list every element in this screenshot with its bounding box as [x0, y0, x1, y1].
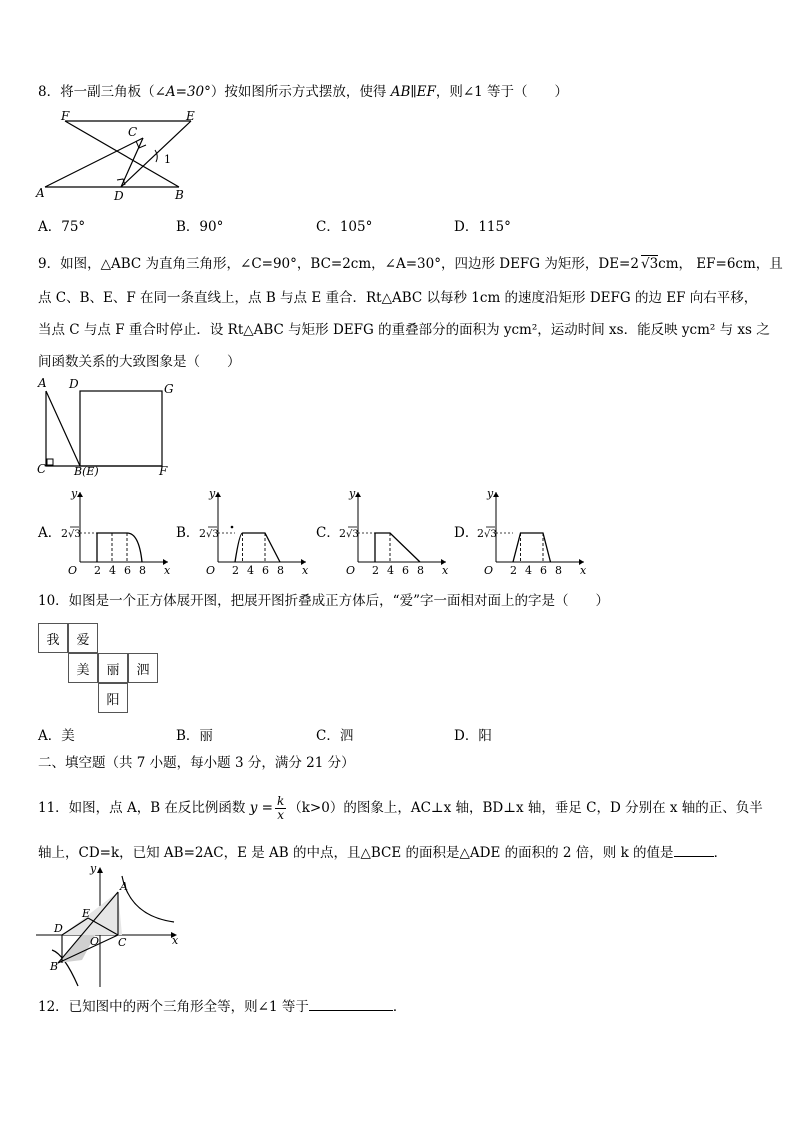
graph-tick-label: 2 [510, 564, 517, 576]
graph-label-y: y [349, 488, 356, 500]
q8-label-F: F [61, 110, 70, 123]
q8-label-B: B [175, 188, 184, 202]
cube-face-ai: 爱 [68, 623, 98, 653]
q9-label-D: D [69, 377, 79, 391]
graph-label-x: x [302, 564, 309, 576]
graph-tick-label: 6 [540, 564, 547, 576]
q9-option-b[interactable]: B． [176, 525, 200, 541]
q8-label-1: 1 [164, 153, 171, 166]
cube-face-wo: 我 [38, 623, 68, 653]
q8-label-C: C [128, 125, 138, 139]
q11-label-A: A [120, 880, 128, 893]
q11-line-1: 11．如图，点 A，B 在反比例函数 y = $\frac{k}{x}$ （k>0）的图象上，AC⊥x 轴，BD⊥x 轴，垂足 C，D 分别在 x 轴的正、负半 [38, 794, 763, 822]
graph-tick-label: 8 [277, 564, 284, 576]
cube-face-li: 丽 [98, 653, 128, 683]
q9-option-c[interactable]: C． [316, 525, 340, 541]
q10-stem: 10．如图是一个正方体展开图，把展开图折叠成正方体后，“爱”字一面相对面上的字是（ ） [38, 593, 609, 609]
q9-line-2: 点 C、B、E、F 在同一条直线上，点 B 与点 E 重合．Rt△ABC 以每秒 1cm 的速度沿矩形 DEFG 的边 EF 向右平移， [38, 290, 758, 306]
q8-option-c[interactable]: C．105° [316, 219, 373, 235]
graph-label-2: 2 [339, 527, 346, 540]
graph-label-2: 2 [61, 527, 68, 540]
q8-option-d[interactable]: D．115° [454, 219, 511, 235]
graph-label-x: x [580, 564, 587, 576]
q9-figure [34, 375, 179, 480]
q10-option-b[interactable]: B．丽 [176, 728, 213, 744]
graph-tick-label: 8 [417, 564, 424, 576]
q9-option-a[interactable]: A． [38, 525, 62, 541]
cube-face-mei: 美 [68, 653, 98, 683]
q9-label-G: G [164, 382, 174, 396]
q11-line-2: 轴上，CD=k，已知 AB=2AC，E 是 AB 的中点，且△BCE 的面积是△ADE 的面积的 2 倍，则 k 的值是 ． [38, 845, 728, 861]
graph-label-sqrt3: √3 [68, 529, 81, 540]
graph-tick-label: 4 [525, 564, 532, 576]
q8-option-a[interactable]: A．75° [38, 219, 86, 235]
graph-label-y: y [487, 488, 494, 500]
graph-label-sqrt3: √3 [206, 529, 219, 540]
graph-tick-label: 8 [555, 564, 562, 576]
graph-label-2: 2 [477, 527, 484, 540]
q8-stem: 8．将一副三角板（∠A=30°）按如图所示方式摆放，使得 AB∥EF，则∠1 等于（ ） [38, 84, 569, 100]
q11-figure [34, 862, 184, 992]
q9-label-BE: B(E) [74, 465, 99, 478]
cube-face-yang: 阳 [98, 683, 128, 713]
graph-tick-label: 2 [372, 564, 379, 576]
q9-line-1: 9．如图，△ABC 为直角三角形，∠C=90°，BC=2cm，∠A=30°，四边形 DEFG 为矩形，DE=2 √3cm， EF=6cm，且 [38, 256, 783, 272]
graph-tick-label: 8 [139, 564, 146, 576]
graph-label-sqrt3: √3 [484, 529, 497, 540]
q9-option-d[interactable]: D． [454, 525, 479, 541]
graph-tick-label: 6 [402, 564, 409, 576]
q9-label-F: F [159, 464, 168, 478]
graph-tick-label: 4 [109, 564, 116, 576]
q9-line-3: 当点 C 与点 F 重合时停止．设 Rt△ABC 与矩形 DEFG 的重叠部分的面积为 ycm²，运动时间 xs．能反映 ycm² 与 xs 之 [38, 322, 770, 338]
cube-net [38, 623, 162, 715]
graph-tick-label: 4 [387, 564, 394, 576]
q9-line-4: 间函数关系的大致图象是（ ） [38, 354, 241, 370]
q10-option-a[interactable]: A．美 [38, 728, 75, 744]
graph-label-2: 2 [199, 527, 206, 540]
q8-figure [34, 110, 204, 206]
q9-label-A: A [38, 376, 47, 390]
graph-label-O: O [346, 564, 356, 576]
graph-label-x: x [442, 564, 449, 576]
graph-tick-label: 2 [232, 564, 239, 576]
q9-graph-c [338, 488, 450, 576]
graph-tick-label: 2 [94, 564, 101, 576]
q11-answer-blank[interactable] [674, 856, 714, 857]
q9-graph-d [476, 488, 588, 576]
q11-label-D: D [54, 922, 63, 935]
graph-label-O: O [484, 564, 494, 576]
graph-label-y: y [71, 488, 78, 500]
q8-label-D: D [114, 189, 124, 203]
graph-tick-label: 6 [124, 564, 131, 576]
q10-option-d[interactable]: D．阳 [454, 728, 492, 744]
graph-label-x: x [164, 564, 171, 576]
q11-label-O: O [90, 935, 100, 948]
graph-tick-label: 6 [262, 564, 269, 576]
graph-label-O: O [206, 564, 216, 576]
section-2-title: 二、填空题（共 7 小题，每小题 3 分，满分 21 分） [38, 755, 355, 771]
graph-label-sqrt3: √3 [346, 529, 359, 540]
q8-label-E: E [186, 110, 195, 123]
q11-label-C: C [118, 936, 127, 949]
cube-face-si: 泗 [128, 653, 158, 683]
q12-stem: 12．已知图中的两个三角形全等，则∠1 等于 ． [38, 999, 407, 1015]
q11-label-x: x [172, 934, 179, 947]
q11-label-B: B [50, 960, 59, 973]
q11-label-y: y [90, 862, 97, 875]
q9-graph-a [60, 488, 172, 576]
q12-answer-blank[interactable] [309, 1010, 393, 1011]
q8-option-b[interactable]: B．90° [176, 219, 224, 235]
q11-label-E: E [82, 907, 91, 920]
q9-label-C: C [37, 462, 47, 476]
q8-label-A: A [36, 186, 45, 200]
graph-label-O: O [68, 564, 78, 576]
graph-tick-label: 4 [247, 564, 254, 576]
graph-label-y: y [209, 488, 216, 500]
q9-graph-b [198, 488, 310, 576]
q10-option-c[interactable]: C．泗 [316, 728, 354, 744]
